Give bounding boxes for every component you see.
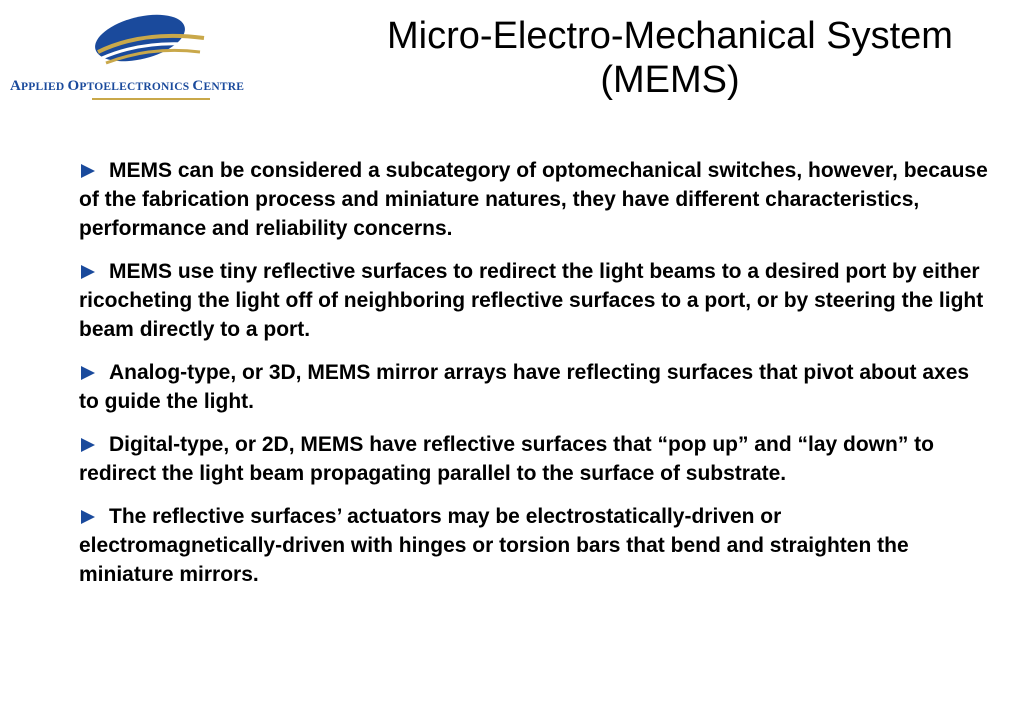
bullet-arrow-icon <box>81 510 95 524</box>
bullet-item <box>79 156 989 243</box>
logo <box>0 0 300 115</box>
bullet-text: MEMS can be considered a subcategory of optomechanical switches, however, because of the fabrication process and miniature natures, they have different characteristics, performance and reliability concerns. <box>79 159 988 240</box>
bullet-list <box>79 156 989 603</box>
bullet-item <box>79 430 989 488</box>
logo-text: APPLIED OPTOELECTRONICS CENTRE <box>10 78 245 94</box>
slide-title-line-2: (MEMS) <box>600 59 740 101</box>
slide-title <box>340 14 1000 102</box>
slide-title-line-1: Micro-Electro-Mechanical System <box>387 15 953 57</box>
bullet-text: Analog-type, or 3D, MEMS mirror arrays have reflecting surfaces that pivot about axes to guide the light. <box>79 361 970 413</box>
logo-underline <box>92 98 210 100</box>
bullet-arrow-icon <box>81 366 95 380</box>
bullet-text: The reflective surfaces’ actuators may be electrostatically-driven or electromagnetically-driven with hinges or torsion bars that bend and straighten the miniature mirrors. <box>79 505 909 586</box>
logo-emblem-icon <box>88 8 208 78</box>
bullet-item <box>79 257 989 344</box>
bullet-arrow-icon <box>81 164 95 178</box>
bullet-arrow-icon <box>81 265 95 279</box>
bullet-arrow-icon <box>81 438 95 452</box>
bullet-item <box>79 358 989 416</box>
bullet-text: MEMS use tiny reflective surfaces to redirect the light beams to a desired port by either ricocheting the light off of neighboring reflective surfaces to a port, or by steering the light beam directly to a port. <box>79 260 984 341</box>
bullet-text: Digital-type, or 2D, MEMS have reflective surfaces that “pop up” and “lay down” to redirect the light beam propagating parallel to the surface of substrate. <box>79 433 934 485</box>
bullet-item <box>79 502 989 589</box>
